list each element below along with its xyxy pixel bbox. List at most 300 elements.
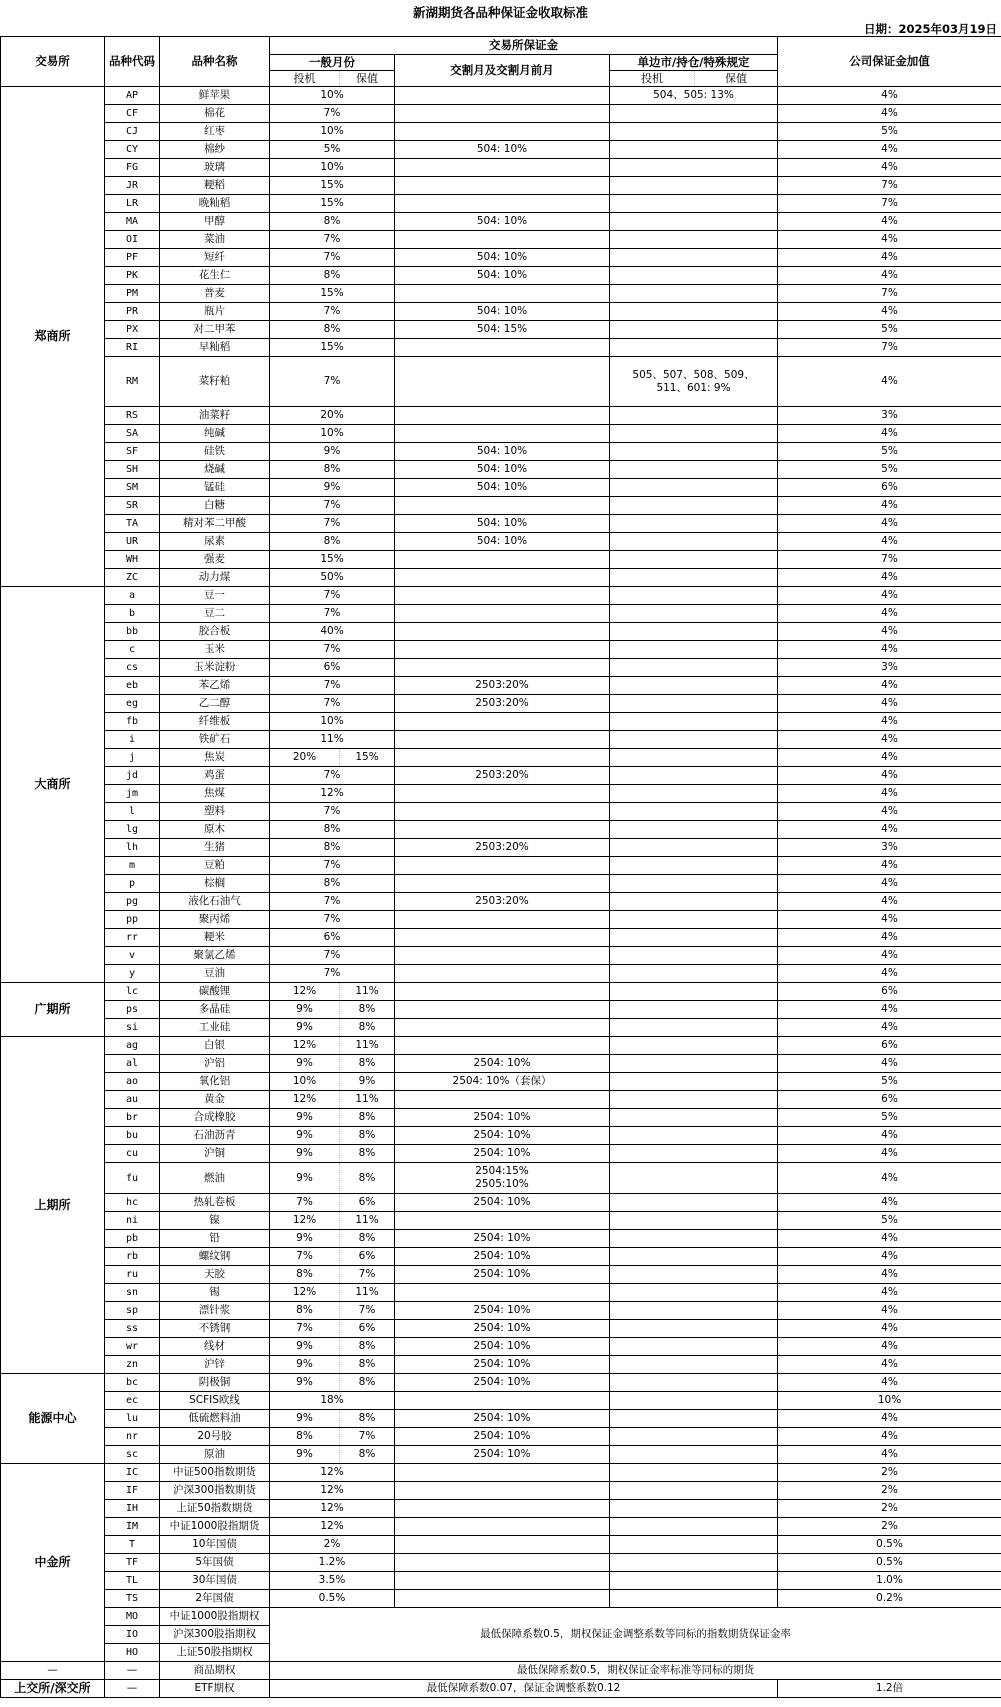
table-row bbox=[1, 1356, 1001, 1374]
spec-margin: 8% bbox=[270, 839, 395, 857]
company-margin: 4% bbox=[778, 1374, 1001, 1392]
product-name: 工业硅 bbox=[160, 1019, 270, 1037]
special-margin bbox=[610, 803, 778, 821]
product-code: hc bbox=[105, 1194, 160, 1212]
delivery-margin: 504: 10% bbox=[395, 141, 610, 159]
special-margin bbox=[610, 1392, 778, 1410]
hedge-margin: 11% bbox=[340, 983, 395, 1001]
spec-margin: 9% bbox=[270, 1338, 340, 1356]
company-margin: 7% bbox=[778, 285, 1001, 303]
spec-margin: 7% bbox=[270, 767, 395, 785]
special-margin bbox=[610, 141, 778, 159]
header-code: 品种代码 bbox=[105, 37, 160, 87]
product-name: 阴极铜 bbox=[160, 1374, 270, 1392]
product-name: 螺纹钢 bbox=[160, 1248, 270, 1266]
product-name: 焦炭 bbox=[160, 749, 270, 767]
product-code: ni bbox=[105, 1212, 160, 1230]
product-code: si bbox=[105, 1019, 160, 1037]
spec-margin: 9% bbox=[270, 1109, 340, 1127]
product-name: 玉米 bbox=[160, 641, 270, 659]
company-margin: 4% bbox=[778, 785, 1001, 803]
product-code: j bbox=[105, 749, 160, 767]
delivery-margin: 2504: 10% bbox=[395, 1320, 610, 1338]
hedge-margin: 7% bbox=[340, 1428, 395, 1446]
delivery-line: 2505:10% bbox=[475, 1178, 529, 1190]
company-margin: 0.2% bbox=[778, 1590, 1001, 1608]
delivery-margin bbox=[395, 929, 610, 947]
spec-margin: 9% bbox=[270, 1001, 340, 1019]
company-margin: 4% bbox=[778, 159, 1001, 177]
spec-margin: 12% bbox=[270, 1518, 395, 1536]
product-name: 5年国债 bbox=[160, 1554, 270, 1572]
table-row bbox=[1, 659, 1001, 677]
delivery-margin bbox=[395, 1590, 610, 1608]
spec-margin: 7% bbox=[270, 515, 395, 533]
delivery-margin: 2504: 10% bbox=[395, 1194, 610, 1212]
table-row bbox=[1, 1572, 1001, 1590]
product-code: SR bbox=[105, 497, 160, 515]
table-row bbox=[1, 893, 1001, 911]
product-name: 30年国债 bbox=[160, 1572, 270, 1590]
table-row bbox=[1, 1248, 1001, 1266]
company-margin: 4% bbox=[778, 821, 1001, 839]
table-row bbox=[1, 947, 1001, 965]
spec-margin: 8% bbox=[270, 461, 395, 479]
delivery-margin bbox=[395, 497, 610, 515]
product-code: IH bbox=[105, 1500, 160, 1518]
product-code: — bbox=[105, 1662, 160, 1680]
product-name: 油菜籽 bbox=[160, 407, 270, 425]
product-code: PX bbox=[105, 321, 160, 339]
margin-table-body bbox=[1, 37, 1001, 1698]
company-margin: 4% bbox=[778, 875, 1001, 893]
delivery-margin: 2504: 10% bbox=[395, 1230, 610, 1248]
delivery-margin bbox=[395, 357, 610, 407]
table-row bbox=[1, 1019, 1001, 1037]
delivery-margin: 2504: 10%（套保） bbox=[395, 1073, 610, 1091]
table-row bbox=[1, 1194, 1001, 1212]
company-margin: 5% bbox=[778, 1073, 1001, 1091]
spec-margin: 5% bbox=[270, 141, 395, 159]
product-code: MO bbox=[105, 1608, 160, 1626]
product-name: 10年国债 bbox=[160, 1536, 270, 1554]
product-name: 液化石油气 bbox=[160, 893, 270, 911]
product-name: 沪铝 bbox=[160, 1055, 270, 1073]
table-row bbox=[1, 1428, 1001, 1446]
table-row bbox=[1, 965, 1001, 983]
product-name: 短纤 bbox=[160, 249, 270, 267]
product-name: 焦煤 bbox=[160, 785, 270, 803]
company-margin: 4% bbox=[778, 695, 1001, 713]
special-margin bbox=[610, 443, 778, 461]
company-margin: 4% bbox=[778, 497, 1001, 515]
company-margin: 4% bbox=[778, 231, 1001, 249]
product-name: 漂针浆 bbox=[160, 1302, 270, 1320]
special-margin bbox=[610, 911, 778, 929]
hedge-margin: 8% bbox=[340, 1230, 395, 1248]
table-row bbox=[1, 1590, 1001, 1608]
table-row bbox=[1, 731, 1001, 749]
header-hedge: 保值 bbox=[340, 71, 395, 87]
special-margin bbox=[610, 249, 778, 267]
delivery-margin bbox=[395, 1482, 610, 1500]
delivery-margin: 2504: 10% bbox=[395, 1428, 610, 1446]
spec-margin: 7% bbox=[270, 641, 395, 659]
table-row bbox=[1, 749, 1001, 767]
spec-margin: 7% bbox=[270, 303, 395, 321]
delivery-margin: 504: 10% bbox=[395, 213, 610, 231]
product-code: ec bbox=[105, 1392, 160, 1410]
table-row bbox=[1, 839, 1001, 857]
delivery-margin bbox=[395, 1464, 610, 1482]
special-margin bbox=[610, 1212, 778, 1230]
delivery-margin bbox=[395, 659, 610, 677]
exchange-name: 上期所 bbox=[1, 1037, 105, 1374]
hedge-margin: 11% bbox=[340, 1091, 395, 1109]
delivery-margin bbox=[395, 1392, 610, 1410]
delivery-margin bbox=[395, 875, 610, 893]
table-row bbox=[1, 1266, 1001, 1284]
company-margin: 4% bbox=[778, 731, 1001, 749]
delivery-margin: 2504: 10% bbox=[395, 1410, 610, 1428]
special-margin bbox=[610, 767, 778, 785]
special-margin bbox=[610, 551, 778, 569]
spec-margin: 10% bbox=[270, 159, 395, 177]
special-margin bbox=[610, 641, 778, 659]
spec-margin: 8% bbox=[270, 267, 395, 285]
product-name: 菜籽粕 bbox=[160, 357, 270, 407]
table-row bbox=[1, 159, 1001, 177]
product-name: 铅 bbox=[160, 1230, 270, 1248]
spec-margin: 7% bbox=[270, 677, 395, 695]
company-margin: 4% bbox=[778, 1302, 1001, 1320]
table-row bbox=[1, 1212, 1001, 1230]
company-margin: 4% bbox=[778, 1266, 1001, 1284]
spec-margin: 9% bbox=[270, 1127, 340, 1145]
table-row bbox=[1, 303, 1001, 321]
table-row bbox=[1, 1446, 1001, 1464]
product-name: 纯碱 bbox=[160, 425, 270, 443]
hedge-margin: 8% bbox=[340, 1019, 395, 1037]
spec-margin: 9% bbox=[270, 1145, 340, 1163]
product-name: 粳米 bbox=[160, 929, 270, 947]
spec-margin: 8% bbox=[270, 213, 395, 231]
company-margin: 4% bbox=[778, 267, 1001, 285]
product-code: fb bbox=[105, 713, 160, 731]
product-code: ZC bbox=[105, 569, 160, 587]
product-code: zn bbox=[105, 1356, 160, 1374]
product-code: i bbox=[105, 731, 160, 749]
spec-margin: 3.5% bbox=[270, 1572, 395, 1590]
delivery-margin bbox=[395, 285, 610, 303]
special-margin bbox=[610, 1127, 778, 1145]
product-code: TA bbox=[105, 515, 160, 533]
product-code: v bbox=[105, 947, 160, 965]
company-margin: 7% bbox=[778, 339, 1001, 357]
company-margin: 4% bbox=[778, 1194, 1001, 1212]
product-code: JR bbox=[105, 177, 160, 195]
header-name: 品种名称 bbox=[160, 37, 270, 87]
special-margin bbox=[610, 1428, 778, 1446]
product-code: al bbox=[105, 1055, 160, 1073]
product-code: ss bbox=[105, 1320, 160, 1338]
spec-margin: 10% bbox=[270, 713, 395, 731]
delivery-margin: 2503:20% bbox=[395, 839, 610, 857]
spec-margin: 6% bbox=[270, 929, 395, 947]
special-margin bbox=[610, 425, 778, 443]
delivery-margin bbox=[395, 605, 610, 623]
spec-margin: 10% bbox=[270, 87, 395, 105]
product-name: 沪铜 bbox=[160, 1145, 270, 1163]
company-margin: 4% bbox=[778, 1055, 1001, 1073]
spec-margin: 8% bbox=[270, 821, 395, 839]
product-code: cu bbox=[105, 1145, 160, 1163]
product-name: 锡 bbox=[160, 1284, 270, 1302]
product-name: 低硫燃料油 bbox=[160, 1410, 270, 1428]
delivery-margin bbox=[395, 803, 610, 821]
spec-margin: 10% bbox=[270, 425, 395, 443]
hedge-margin: 8% bbox=[340, 1374, 395, 1392]
special-margin bbox=[610, 213, 778, 231]
spec-margin: 15% bbox=[270, 177, 395, 195]
product-name: ETF期权 bbox=[160, 1680, 270, 1698]
special-margin bbox=[610, 875, 778, 893]
company-margin: 4% bbox=[778, 623, 1001, 641]
delivery-margin bbox=[395, 425, 610, 443]
product-name: 瓶片 bbox=[160, 303, 270, 321]
hedge-margin: 8% bbox=[340, 1356, 395, 1374]
table-row bbox=[1, 623, 1001, 641]
company-margin: 4% bbox=[778, 213, 1001, 231]
product-name: 豆一 bbox=[160, 587, 270, 605]
company-margin: 6% bbox=[778, 983, 1001, 1001]
product-name: 鸡蛋 bbox=[160, 767, 270, 785]
product-name: 燃油 bbox=[160, 1163, 270, 1194]
company-margin: 5% bbox=[778, 1109, 1001, 1127]
product-name: 生猪 bbox=[160, 839, 270, 857]
delivery-margin: 504: 10% bbox=[395, 515, 610, 533]
hedge-margin: 11% bbox=[340, 1037, 395, 1055]
product-name: 黄金 bbox=[160, 1091, 270, 1109]
product-name: 中证1000股指期权 bbox=[160, 1608, 270, 1626]
table-row bbox=[1, 443, 1001, 461]
special-margin bbox=[610, 159, 778, 177]
spec-margin: 12% bbox=[270, 1482, 395, 1500]
spec-margin: 20% bbox=[270, 407, 395, 425]
table-row bbox=[1, 1608, 1001, 1626]
table-row bbox=[1, 1145, 1001, 1163]
delivery-margin: 504: 10% bbox=[395, 443, 610, 461]
spec-margin: 8% bbox=[270, 875, 395, 893]
product-code: lg bbox=[105, 821, 160, 839]
delivery-margin bbox=[395, 1536, 610, 1554]
product-name: 白银 bbox=[160, 1037, 270, 1055]
special-margin bbox=[610, 1572, 778, 1590]
delivery-margin: 504: 10% bbox=[395, 249, 610, 267]
header-spec-2: 投机 bbox=[610, 71, 695, 87]
spec-margin: 9% bbox=[270, 1019, 340, 1037]
company-margin: 4% bbox=[778, 1248, 1001, 1266]
product-code: RI bbox=[105, 339, 160, 357]
header-exchange-margin: 交易所保证金 bbox=[270, 37, 778, 55]
product-code: m bbox=[105, 857, 160, 875]
table-row bbox=[1, 497, 1001, 515]
product-code: nr bbox=[105, 1428, 160, 1446]
company-margin: 4% bbox=[778, 965, 1001, 983]
company-margin: 4% bbox=[778, 303, 1001, 321]
spec-margin: 8% bbox=[270, 1428, 340, 1446]
special-margin bbox=[610, 105, 778, 123]
delivery-margin: 2504: 10% bbox=[395, 1266, 610, 1284]
special-margin bbox=[610, 195, 778, 213]
header-delivery-month: 交割月及交割月前月 bbox=[395, 55, 610, 87]
table-row bbox=[1, 461, 1001, 479]
spec-margin: 50% bbox=[270, 569, 395, 587]
special-margin bbox=[610, 605, 778, 623]
product-code: wr bbox=[105, 1338, 160, 1356]
product-code: fu bbox=[105, 1163, 160, 1194]
product-code: HO bbox=[105, 1644, 160, 1662]
product-code: CY bbox=[105, 141, 160, 159]
delivery-margin bbox=[395, 339, 610, 357]
table-row bbox=[1, 1662, 1001, 1680]
spec-margin: 7% bbox=[270, 105, 395, 123]
product-code: lc bbox=[105, 983, 160, 1001]
hedge-margin: 6% bbox=[340, 1320, 395, 1338]
company-margin: 4% bbox=[778, 1410, 1001, 1428]
table-row bbox=[1, 425, 1001, 443]
delivery-margin bbox=[395, 569, 610, 587]
spec-margin: 12% bbox=[270, 1091, 340, 1109]
product-code: pp bbox=[105, 911, 160, 929]
spec-margin: 7% bbox=[270, 1194, 340, 1212]
table-row bbox=[1, 1320, 1001, 1338]
product-code: OI bbox=[105, 231, 160, 249]
company-margin: 7% bbox=[778, 177, 1001, 195]
table-row bbox=[1, 1536, 1001, 1554]
product-name: 天胶 bbox=[160, 1266, 270, 1284]
product-name: 上证50股指期权 bbox=[160, 1644, 270, 1662]
product-name: 晚籼稻 bbox=[160, 195, 270, 213]
company-margin: 4% bbox=[778, 1428, 1001, 1446]
product-code: eb bbox=[105, 677, 160, 695]
delivery-margin bbox=[395, 821, 610, 839]
product-code: IM bbox=[105, 1518, 160, 1536]
options-note: 最低保障系数0.5，期权保证金调整系数等同标的指数期货保证金率 bbox=[270, 1608, 1001, 1662]
company-margin: 4% bbox=[778, 357, 1001, 407]
table-row bbox=[1, 695, 1001, 713]
company-margin: 4% bbox=[778, 605, 1001, 623]
special-margin bbox=[610, 1464, 778, 1482]
special-margin bbox=[610, 857, 778, 875]
product-name: 棉纱 bbox=[160, 141, 270, 159]
product-code: br bbox=[105, 1109, 160, 1127]
hedge-margin: 8% bbox=[340, 1127, 395, 1145]
product-name: 玻璃 bbox=[160, 159, 270, 177]
product-code: FG bbox=[105, 159, 160, 177]
product-name: 对二甲苯 bbox=[160, 321, 270, 339]
special-margin bbox=[610, 177, 778, 195]
spec-margin: 12% bbox=[270, 1037, 340, 1055]
product-name: 早籼稻 bbox=[160, 339, 270, 357]
product-code: SF bbox=[105, 443, 160, 461]
company-margin: 5% bbox=[778, 461, 1001, 479]
product-code: l bbox=[105, 803, 160, 821]
delivery-margin: 2503:20% bbox=[395, 695, 610, 713]
product-name: 棕榈 bbox=[160, 875, 270, 893]
product-code: pg bbox=[105, 893, 160, 911]
special-margin bbox=[610, 1410, 778, 1428]
table-row bbox=[1, 213, 1001, 231]
product-code: c bbox=[105, 641, 160, 659]
delivery-margin bbox=[395, 87, 610, 105]
delivery-margin bbox=[395, 1518, 610, 1536]
special-margin bbox=[610, 839, 778, 857]
product-name: 鲜苹果 bbox=[160, 87, 270, 105]
table-row bbox=[1, 677, 1001, 695]
spec-margin: 7% bbox=[270, 231, 395, 249]
spec-margin: 8% bbox=[270, 533, 395, 551]
company-margin: 4% bbox=[778, 1230, 1001, 1248]
table-row bbox=[1, 231, 1001, 249]
hedge-margin: 7% bbox=[340, 1302, 395, 1320]
company-margin: 4% bbox=[778, 803, 1001, 821]
table-row bbox=[1, 857, 1001, 875]
product-code: bb bbox=[105, 623, 160, 641]
table-row bbox=[1, 875, 1001, 893]
special-margin bbox=[610, 1374, 778, 1392]
hedge-margin: 8% bbox=[340, 1338, 395, 1356]
special-margin bbox=[610, 1266, 778, 1284]
spec-margin: 7% bbox=[270, 1320, 340, 1338]
company-margin: 1.2倍 bbox=[778, 1680, 1001, 1698]
special-margin bbox=[610, 267, 778, 285]
delivery-margin: 504: 10% bbox=[395, 461, 610, 479]
product-name: 豆二 bbox=[160, 605, 270, 623]
product-name: 塑料 bbox=[160, 803, 270, 821]
special-margin bbox=[610, 821, 778, 839]
product-name: 2年国债 bbox=[160, 1590, 270, 1608]
company-margin: 4% bbox=[778, 677, 1001, 695]
delivery-margin bbox=[395, 195, 610, 213]
special-margin bbox=[610, 285, 778, 303]
special-margin bbox=[610, 231, 778, 249]
product-code: lh bbox=[105, 839, 160, 857]
product-code: a bbox=[105, 587, 160, 605]
table-row bbox=[1, 1338, 1001, 1356]
special-margin bbox=[610, 1356, 778, 1374]
product-name: 精对苯二甲酸 bbox=[160, 515, 270, 533]
special-margin bbox=[610, 1302, 778, 1320]
company-margin: 7% bbox=[778, 551, 1001, 569]
special-margin bbox=[610, 479, 778, 497]
product-code: IO bbox=[105, 1626, 160, 1644]
special-margin bbox=[610, 515, 778, 533]
spec-margin: 9% bbox=[270, 1230, 340, 1248]
product-code: UR bbox=[105, 533, 160, 551]
spec-margin: 15% bbox=[270, 195, 395, 213]
product-code: pb bbox=[105, 1230, 160, 1248]
table-row bbox=[1, 1518, 1001, 1536]
spec-margin: 11% bbox=[270, 731, 395, 749]
table-row bbox=[1, 533, 1001, 551]
table-row bbox=[1, 767, 1001, 785]
special-margin bbox=[610, 1518, 778, 1536]
special-margin bbox=[610, 731, 778, 749]
delivery-margin: 2503:20% bbox=[395, 767, 610, 785]
product-code: cs bbox=[105, 659, 160, 677]
delivery-margin bbox=[395, 551, 610, 569]
